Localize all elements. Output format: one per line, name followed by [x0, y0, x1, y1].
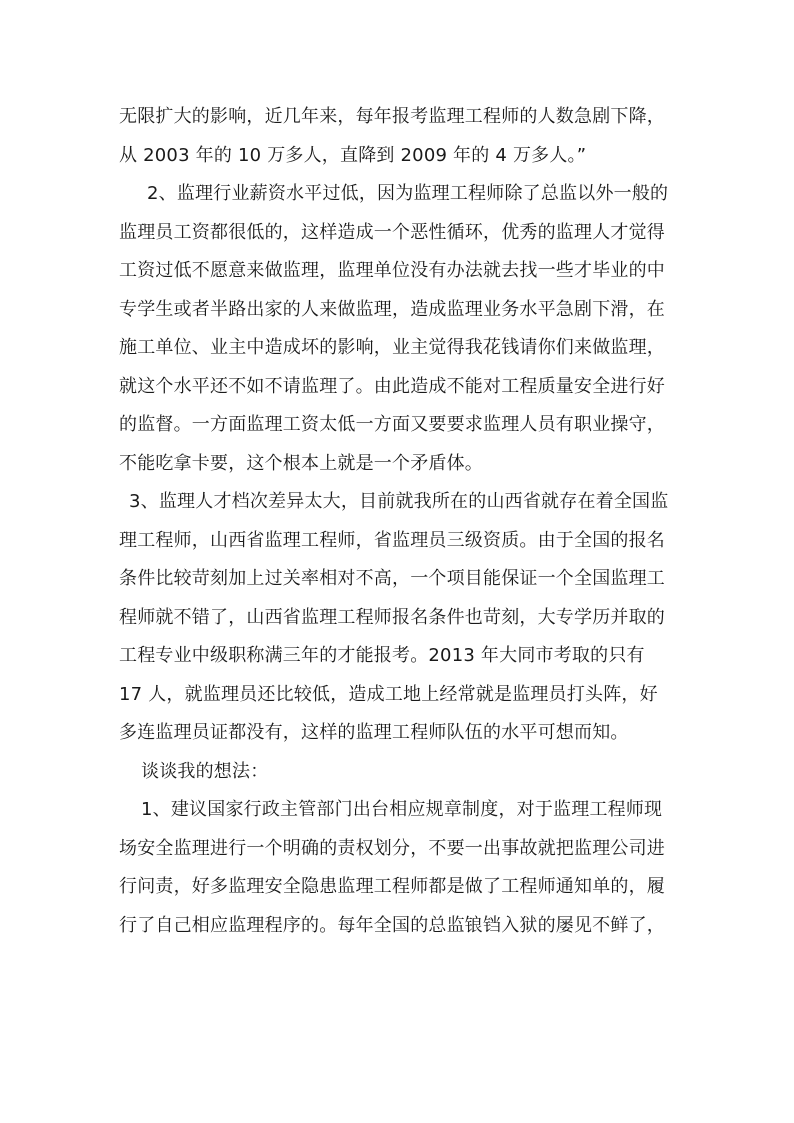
paragraph-suggestion-1	[119, 791, 679, 945]
text-line: 条件比较苛刻加上过关率相对不高，一个项目能保证一个全国监理工	[119, 568, 665, 589]
text-line: 工资过低不愿意来做监理，监理单位没有办法就去找一些才毕业的中	[119, 260, 665, 281]
text-line: 场安全监理进行一个明确的责权划分，不要一出事故就把监理公司进	[119, 837, 665, 859]
text-line: 无限扩大的影响，近几年来，每年报考监理工程师的人数急剧下降，	[119, 106, 665, 127]
paragraph-point-3	[119, 483, 679, 753]
text-line: 不能吃拿卡要，这个根本上就是一个矛盾体。	[119, 452, 483, 474]
paragraph-point-2	[119, 175, 679, 483]
text-line: 监理员工资都很低的，这样造成一个恶性循环，优秀的监理人才觉得	[119, 221, 665, 243]
document-body	[119, 98, 679, 945]
text-line: 的监督。一方面监理工资太低一方面又要要求监理人员有职业操守，	[119, 414, 665, 435]
text-line: 就这个水平还不如不请监理了。由此造成不能对工程质量安全进行好	[119, 375, 665, 397]
text-line: 行问责，好多监理安全隐患监理工程师都是做了工程师通知单的，履	[119, 876, 665, 897]
paragraph-heading-my-ideas	[119, 753, 679, 792]
text-line: 多连监理员证都没有，这样的监理工程师队伍的水平可想而知。	[119, 722, 629, 743]
text-line: 3、监理人才档次差异太大，目前就我所在的山西省就存在着全国监	[129, 491, 669, 512]
text-line: 理工程师，山西省监理工程师，省监理员三级资质。由于全国的报名	[119, 529, 665, 551]
text-line: 工程专业中级职称满三年的才能报考。2013 年大同市考取的只有	[119, 645, 645, 666]
text-line: 2、监理行业薪资水平过低，因为监理工程师除了总监以外一般的	[147, 183, 669, 204]
paragraph-intro	[119, 98, 679, 175]
section-heading: 谈谈我的想法：	[141, 760, 269, 782]
text-line: 17 人，就监理员还比较低，造成工地上经常就是监理员打头阵，好	[119, 683, 658, 705]
text-line: 1、建议国家行政主管部门出台相应规章制度，对于监理工程师现	[141, 799, 663, 820]
text-line: 专学生或者半路出家的人来做监理，造成监理业务水平急剧下滑，在	[119, 298, 665, 320]
text-line: 从 2003 年的 10 万多人，直降到 2009 年的 4 万多人。”	[119, 144, 587, 166]
text-line: 程师就不错了，山西省监理工程师报名条件也苛刻，大专学历并取的	[119, 606, 665, 628]
text-line: 行了自己相应监理程序的。每年全国的总监锒铛入狱的屡见不鲜了，	[119, 914, 665, 936]
text-line: 施工单位、业主中造成坏的影响，业主觉得我花钱请你们来做监理，	[119, 337, 665, 358]
